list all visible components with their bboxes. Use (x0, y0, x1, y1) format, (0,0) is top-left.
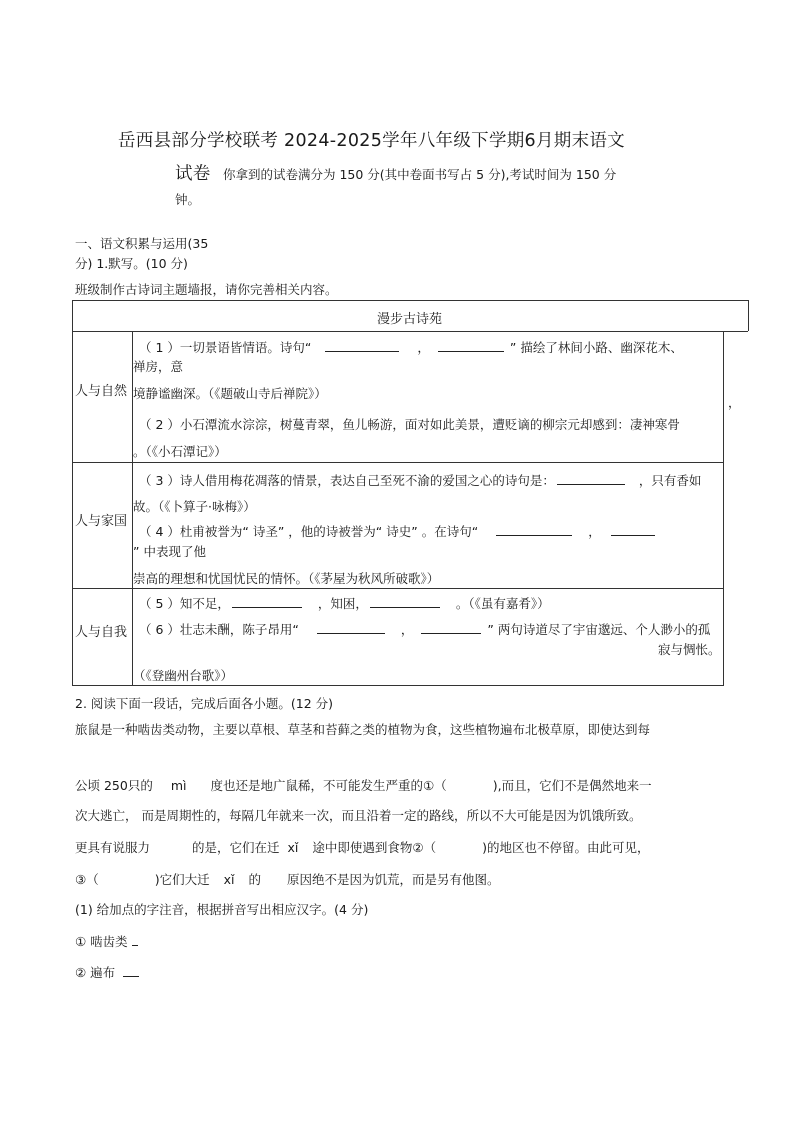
answer-blank[interactable] (317, 621, 385, 634)
pinyin: xǐ (287, 840, 299, 855)
passage-line: 次大逃亡， 而是周期性的，每隔几年就来一次，而且沿着一定的路线，所以不大可能是因为饥饿所致。 (75, 808, 642, 823)
q1-item6-text: （ 6 ）壮志未酬，陈子昂用“ ， ” 两句诗道尽了宇宙邈远、个人渺小的孤 (139, 622, 711, 637)
q1-item4-source: 崇高的理想和忧国忧民的情怀。（《茅屋为秋风所破歌》） (133, 571, 440, 586)
q1-item6-text: 寂与惆怅。 (658, 642, 721, 657)
answer-blank[interactable] (123, 964, 139, 977)
answer-blank[interactable] (421, 621, 481, 634)
question1-prompt: 班级制作古诗词主题墙报，请你完善相关内容。 (75, 282, 338, 297)
q1-item4-text: （ 4 ）杜甫被誉为“ 诗圣” ，他的诗被誉为“ 诗史” 。在诗句“ ， (139, 522, 655, 540)
section1-heading: 一、语文积累与运用(35 (75, 236, 209, 251)
answer-blank[interactable] (132, 933, 138, 946)
answer-blank[interactable] (325, 339, 399, 352)
q1-item6-source: （《登幽州台歌》） (133, 668, 234, 683)
answer-blank[interactable] (370, 595, 440, 608)
question1-heading: 分) 1.默写。(10 分) (75, 256, 188, 271)
q1-item4-text: ” 中表现了他 (133, 544, 206, 559)
row-label-country: 人与家国 (75, 514, 128, 529)
passage-line: 公顷 250只的 mì 度也还是地广鼠稀，不可能发生严重的①（ ),而且，它们不是偶然地来一 (75, 778, 652, 793)
q1-item3-text: （ 3 ）诗人借用梅花凋落的情景，表达自己至死不渝的爱国之心的诗句是： ，只有香如 (139, 473, 702, 488)
margin-mark: ， (728, 395, 741, 410)
answer-blank[interactable] (232, 595, 302, 608)
pinyin: xǐ (223, 872, 235, 887)
passage-line: ③（ )它们大迁 xǐ 的 原因绝不是因为饥荒，而是另有他图。 (75, 872, 500, 887)
q1-item2-source: 。（《小石潭记》） (133, 444, 227, 459)
subquestion-1-item1: ① 啮齿类 (75, 932, 138, 950)
document-title-line2: 试卷 (175, 164, 211, 184)
q1-item1-source: 境静谧幽深。（《题破山寺后禅院》） (133, 386, 327, 401)
answer-blank[interactable] (438, 339, 504, 352)
document-title-line1: 岳西县部分学校联考 2024-2025学年八年级下学期6月期末语文 (118, 131, 625, 151)
q1-item3-source: 故。（《卜算子·咏梅》） (133, 499, 256, 514)
answer-blank[interactable] (611, 523, 655, 536)
row-label-nature: 人与自然 (75, 384, 128, 399)
subquestion-1: (1) 给加点的字注音，根据拼音写出相应汉字。(4 分) (75, 902, 369, 917)
passage-line: 更具有说服力 的是，它们在迁 xǐ 途中即使遇到食物②（ )的地区也不停留。由此可见， (75, 840, 650, 855)
q1-item2-text: （ 2 ）小石潭流水淙淙，树蔓青翠，鱼儿畅游，面对如此美景，遭贬谪的柳宗元却感到：凄神寒骨 (139, 417, 680, 432)
passage-line: 旅鼠是一种啮齿类动物，主要以草根、草茎和苔藓之类的植物为食，这些植物遍布北极草原，即使达到每 (75, 722, 651, 737)
exam-intro: 你拿到的试卷满分为 150 分(其中卷面书写占 5 分),考试时间为 150 分 (223, 167, 617, 182)
question2-heading: 2. 阅读下面一段话，完成后面各小题。(12 分) (75, 696, 334, 711)
row-label-self: 人与自我 (75, 625, 128, 640)
q1-item5-text: （ 5 ）知不足， ，知困， 。（《虽有嘉肴》） (139, 596, 550, 611)
q1-item1-text: （ 1 ）一切景语皆情语。诗句“ ， ” 描绘了林间小路、幽深花木、 (139, 340, 683, 355)
answer-blank[interactable] (496, 523, 572, 536)
subquestion-1-item2: ② 遍布 (75, 963, 139, 981)
q1-item1-text: 禅房，意 (133, 359, 184, 374)
answer-blank[interactable] (557, 472, 625, 485)
table-caption: 漫步古诗苑 (377, 312, 443, 327)
exam-intro-end: 钟。 (175, 192, 201, 207)
pinyin: mì (170, 778, 187, 793)
